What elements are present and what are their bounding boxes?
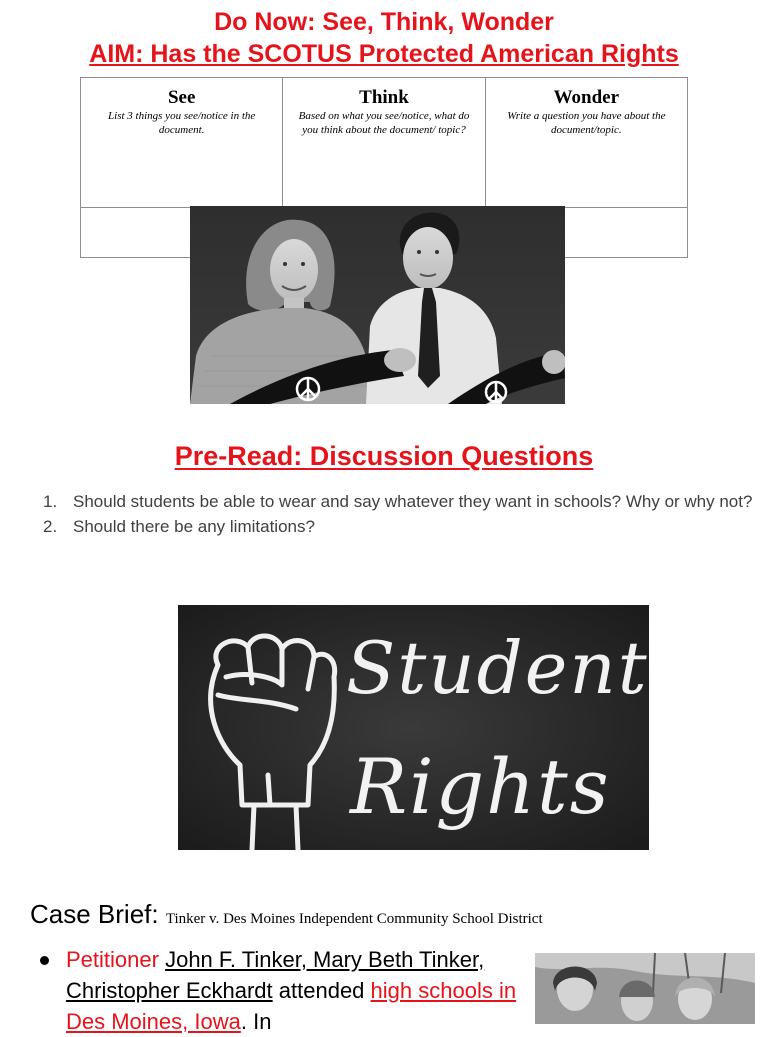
list-item	[43, 515, 753, 539]
wonder-instructions: Write a question you have about the document/topic.	[507, 110, 666, 136]
see-heading: See	[167, 87, 196, 108]
page-title: Do Now: See, Think, Wonder	[214, 8, 554, 36]
case-brief-heading	[30, 897, 543, 936]
case-brief-label: Case Brief:	[30, 899, 159, 929]
wonder-column	[485, 78, 687, 208]
aim-title: AIM: Has the SCOTUS Protected American Rights	[89, 40, 679, 68]
attended-text: attended	[278, 978, 365, 1003]
discussion-question-list	[43, 490, 753, 540]
list-item	[43, 490, 753, 514]
question-number: 2.	[43, 517, 58, 536]
petitioner-names: John F. Tinker, Mary Beth Tinker, Christopher Eckhardt	[66, 947, 485, 1003]
see-instructions: List 3 things you see/notice in the document.	[108, 110, 256, 136]
chalkboard-word-student: Student	[346, 626, 649, 710]
petitioner-bullet	[40, 944, 520, 1037]
see-column	[81, 78, 283, 208]
think-instructions: Based on what you see/notice, what do you think about the document/ topic?	[298, 110, 470, 136]
question-number: 1.	[43, 492, 58, 511]
student-rights-chalkboard-image	[178, 605, 649, 850]
question-text: Should students be able to wear and say whatever they want in schools? Why or why not?	[73, 492, 753, 511]
tinker-students-photo	[190, 206, 565, 404]
pre-read-heading: Pre-Read: Discussion Questions	[174, 441, 594, 471]
school-location: high schools in Des Moines, Iowa	[66, 978, 517, 1034]
chalkboard-word-rights: Rights	[350, 742, 611, 831]
tinker-family-photo	[535, 953, 755, 1024]
trailing-text: . In	[240, 1009, 272, 1034]
think-column	[283, 78, 485, 208]
wonder-heading: Wonder	[553, 87, 620, 108]
think-heading: Think	[359, 87, 409, 108]
case-name: Tinker v. Des Moines Independent Community School District	[165, 911, 543, 927]
bullet-icon	[40, 956, 49, 965]
question-text: Should there be any limitations?	[73, 517, 315, 536]
petitioner-label: Petitioner	[66, 947, 159, 972]
